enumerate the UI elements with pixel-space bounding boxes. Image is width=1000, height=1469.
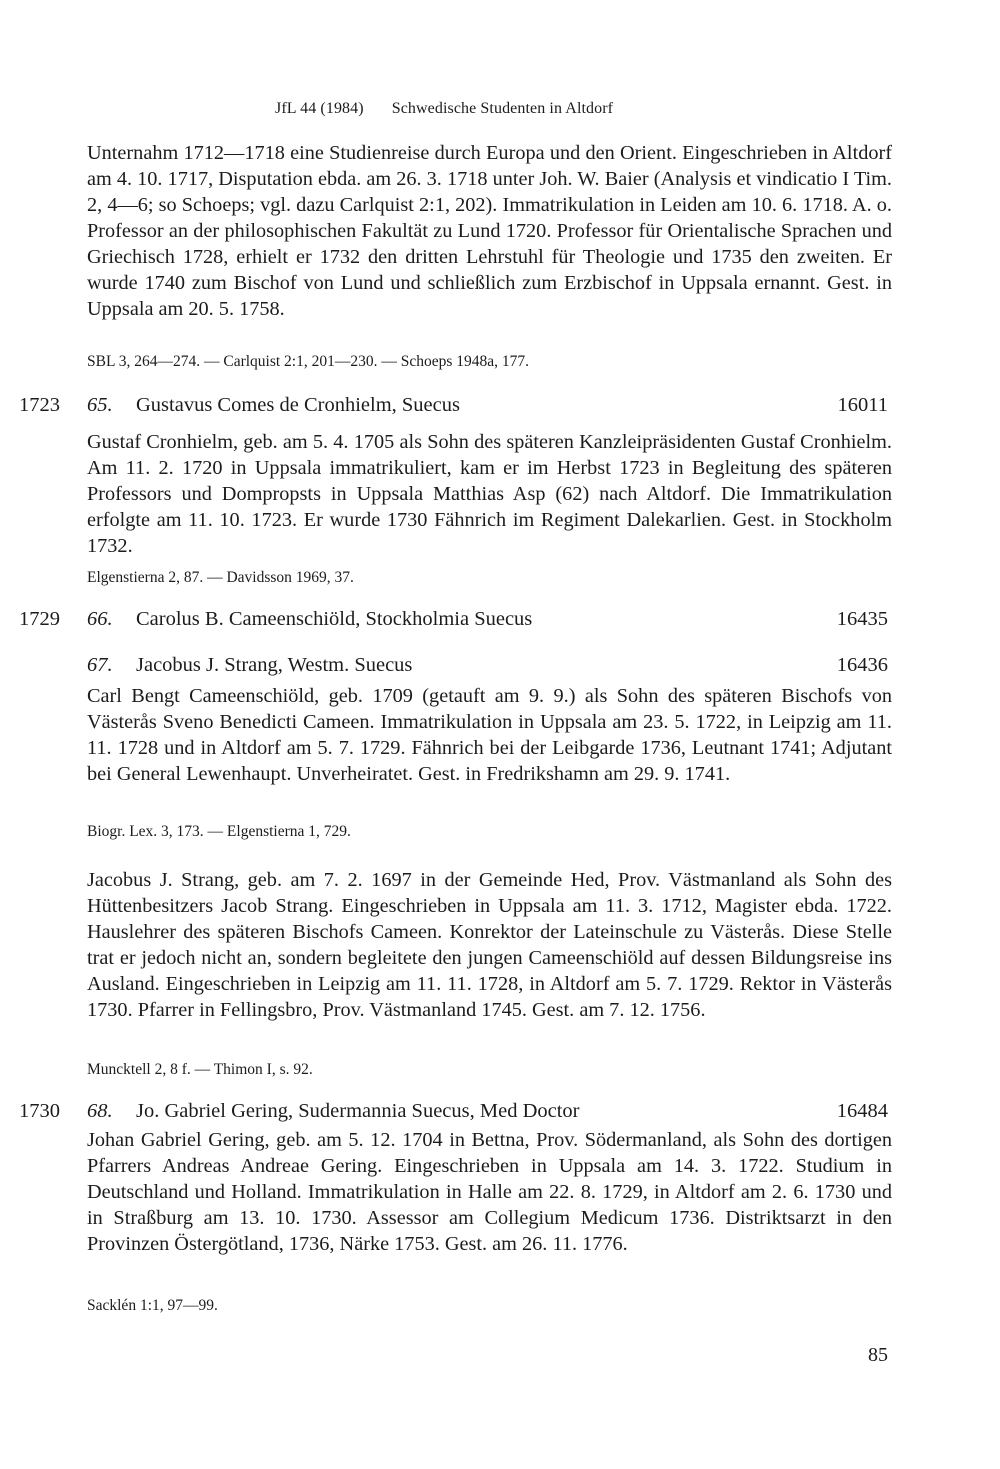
entry-references: Sacklén 1:1, 97—99. <box>87 1297 218 1314</box>
entry-matriculation-number: 16436 <box>836 654 888 676</box>
entry-year: 1723 <box>19 394 60 416</box>
entry-paragraph: Carl Bengt Cameenschiöld, geb. 1709 (getauft am 9. 9.) als Sohn des späteren Bischofs von Västerås Sveno Benedicti Cameen. Immatrikulation in Uppsala am 23. 5. 1722, in Leipzig am 11. 11. 1728 und in Altdorf am 5. 7. 1729. Fähnrich bei der Leibgarde 1736, Leutnant 1741; Adjutant bei General Lewenhaupt. Unverheiratet. Gest. in Fredrikshamn am 29. 9. 1741. <box>87 685 892 785</box>
entry-matriculation-number: 16435 <box>836 608 888 630</box>
entry-number: 66. <box>87 608 113 630</box>
entry-number: 68. <box>87 1100 113 1122</box>
intro-paragraph: Unternahm 1712—1718 eine Studienreise durch Europa und den Orient. Eingeschrieben in Altdorf am 4. 10. 1717, Disputation ebda. am 26. 3. 1718 unter Joh. W. Baier (Analysis et vindicatio I Tim. 2, 4—6; so Schoeps; vgl. dazu Carlquist 2:1, 202). Immatrikulation in Leiden am 10. 6. 1718. A. o. Professor an der philosophischen Fakultät zu Lund 1720. Professor für Orientalische Sprachen und Griechisch 1728, erhielt er 1732 den dritten Lehrstuhl für Theologie und 1735 den zweiten. Er wurde 1740 zum Bischof von Lund und schließlich zum Erzbischof in Uppsala ernannt. Gest. in Uppsala am 20. 5. 1758. <box>87 142 892 320</box>
entry-number: 67. <box>87 654 113 676</box>
entry-name: Jacobus J. Strang, Westm. Suecus <box>136 654 413 676</box>
entry-body-68 <box>87 1127 892 1257</box>
entry-body-65 <box>87 429 892 559</box>
entry-body-66 <box>87 683 892 787</box>
entry-references: Elgenstierna 2, 87. — Davidsson 1969, 37. <box>87 569 354 586</box>
entry-year: 1729 <box>19 608 60 630</box>
entry-heading-65 <box>0 390 1000 420</box>
intro-refs-block <box>87 352 892 372</box>
entry-body-67 <box>87 867 892 1023</box>
entry-number: 65. <box>87 394 113 416</box>
entry-year: 1730 <box>19 1100 60 1122</box>
entry-paragraph: Gustaf Cronhielm, geb. am 5. 4. 1705 als Sohn des späteren Kanzleipräsidenten Gustaf Cronhielm. Am 11. 2. 1720 in Uppsala immatrikuliert, kam er im Herbst 1723 in Begleitung des späteren Professors und Dompropsts in Uppsala Matthias Asp (62) nach Altdorf. Die Immatrikulation erfolgte am 11. 10. 1723. Er wurde 1730 Fähnrich im Regiment Dalekarlien. Gest. in Stockholm 1732. <box>87 431 892 557</box>
entry-references: Biogr. Lex. 3, 173. — Elgenstierna 1, 729. <box>87 823 351 840</box>
entry-name: Carolus B. Cameenschiöld, Stockholmia Suecus <box>136 608 533 630</box>
entry-refs-68 <box>87 1296 892 1316</box>
entry-matriculation-number: 16011 <box>837 394 888 416</box>
entry-heading-66 <box>0 604 1000 634</box>
journal-reference: JfL 44 (1984) <box>275 100 364 117</box>
article-title: Schwedische Studenten in Altdorf <box>391 100 614 117</box>
entry-paragraph: Johan Gabriel Gering, geb. am 5. 12. 1704 in Bettna, Prov. Södermanland, als Sohn des dortigen Pfarrers Andreas Andreae Gering. Eingeschrieben in Uppsala am 14. 3. 1722. Studium in Deutschland und Holland. Immatrikulation in Halle am 22. 8. 1729, in Altdorf am 2. 6. 1730 und in Straßburg am 13. 10. 1730. Assessor am Collegium Medicum 1736. Distriktsarzt in den Provinzen Östergötland, 1736, Närke 1753. Gest. am 26. 11. 1776. <box>87 1129 892 1255</box>
entry-references: Muncktell 2, 8 f. — Thimon I, s. 92. <box>87 1061 313 1078</box>
running-head <box>275 100 613 118</box>
entry-refs-66 <box>87 822 892 842</box>
entry-refs-67 <box>87 1060 892 1080</box>
intro-references: SBL 3, 264—274. — Carlquist 2:1, 201—230. — Schoeps 1948a, 177. <box>87 353 530 370</box>
entry-name: Jo. Gabriel Gering, Sudermannia Suecus, Med Doctor <box>136 1100 580 1122</box>
entry-refs-65 <box>87 568 892 588</box>
entry-name: Gustavus Comes de Cronhielm, Suecus <box>136 394 460 416</box>
entry-heading-68 <box>0 1096 1000 1126</box>
entry-matriculation-number: 16484 <box>836 1100 888 1122</box>
entry-heading-67 <box>0 650 1000 680</box>
intro-block <box>87 140 892 322</box>
entry-paragraph: Jacobus J. Strang, geb. am 7. 2. 1697 in der Gemeinde Hed, Prov. Västmanland als Sohn des Hüttenbesitzers Jacob Strang. Eingeschrieben in Uppsala am 11. 3. 1712, Magister ebda. 1722. Hauslehrer des späteren Bischofs Cameen. Konrektor der Lateinschule zu Västerås. Diese Stelle trat er jedoch nicht an, sondern begleitete den jungen Cameenschiöld auf dessen Bildungsreise ins Ausland. Eingeschrieben in Leipzig am 11. 11. 1728, in Altdorf am 5. 7. 1729. Rektor in Västerås 1730. Pfarrer in Fellingsbro, Prov. Västmanland 1745. Gest. am 7. 12. 1756. <box>87 869 892 1021</box>
page-number: 85 <box>868 1344 888 1366</box>
